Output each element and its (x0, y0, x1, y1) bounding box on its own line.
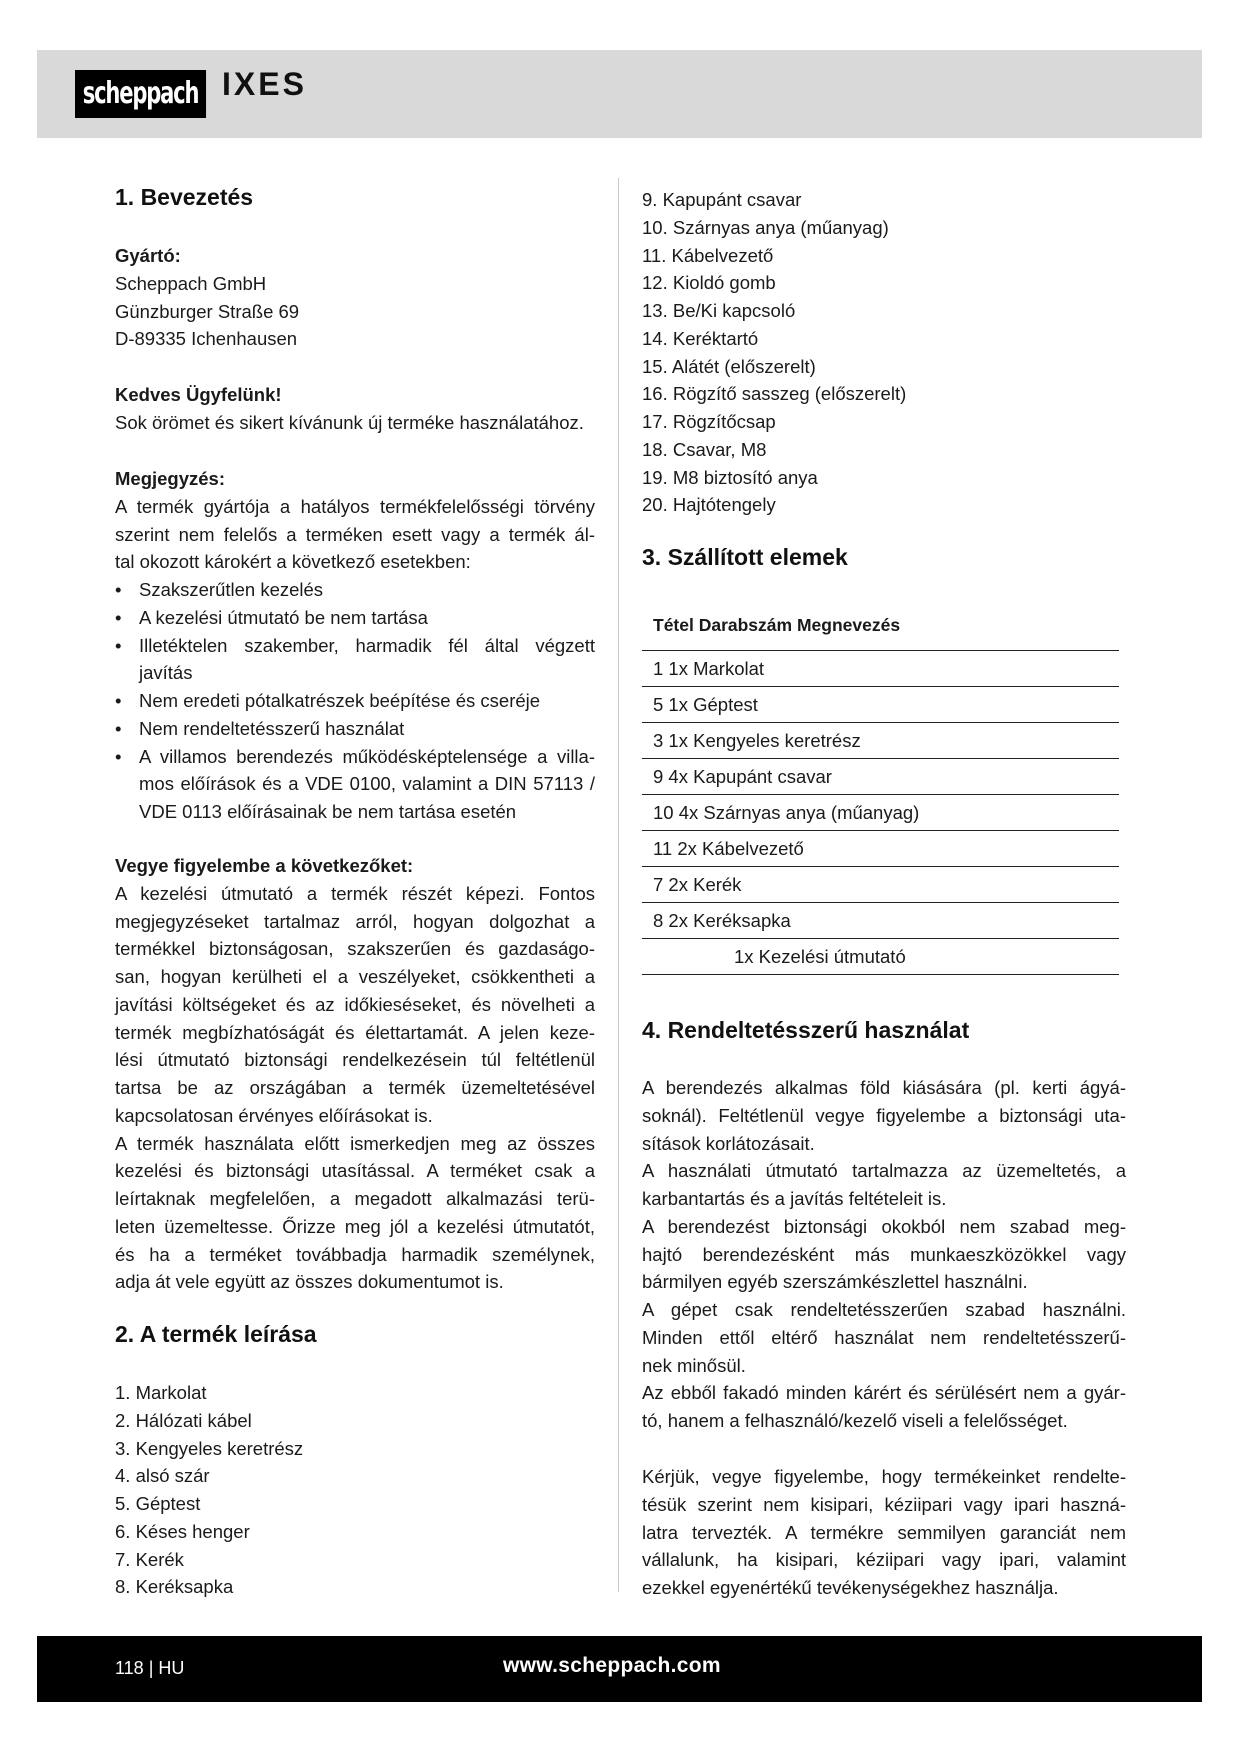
text-line: A használati útmutató tartalmazza az üzemeltetés, a (642, 1160, 1126, 1182)
table-cell: 8 2x Keréksapka (653, 910, 791, 931)
table-cell: 1x Kezelési útmutató (734, 946, 906, 967)
text-line: latra tervezték. A termékre semmilyen garanciát nem (642, 1521, 1126, 1543)
page-footer (37, 1636, 1202, 1702)
website-link[interactable]: www.scheppach.com (503, 1654, 721, 1677)
table-cell: 7 2x Kerék (653, 874, 742, 895)
bullet-item (115, 743, 595, 826)
section-title-delivered-items: 3. Szállított elemek (642, 544, 848, 570)
list-item: 4. alsó szár (115, 1465, 210, 1487)
warranty-paragraph (642, 1463, 1126, 1602)
text-line: Illetéktelen szakember, harmadik fél által végzett (139, 634, 595, 656)
text-line: Szakszerűtlen kezelés (139, 579, 324, 600)
list-item: 9. Kapupánt csavar (642, 189, 802, 210)
text-line: A villamos berendezés működésképtelensége a villa- (139, 745, 595, 767)
text-line: szerint nem felelős a terméken esett vagy a termék ál- (115, 523, 595, 545)
text-line: Minden ettől eltérő használat nem rendeltetésszerű- (642, 1326, 1126, 1348)
table-row (642, 759, 1119, 795)
greeting-text: Sok örömet és sikert kívánunk új terméke használatához. (115, 411, 584, 433)
table-row (642, 795, 1119, 831)
list-item: 10. Szárnyas anya (műanyag) (642, 216, 889, 238)
text-line: tésük szerint nem kisipari, kéziipari vagy ipari haszná- (642, 1493, 1126, 1515)
text-line: tal okozott károkért a következő esetekben: (115, 551, 471, 573)
table-row (642, 867, 1119, 903)
list-item: 5. Géptest (115, 1493, 201, 1514)
text-line: sítások korlátozásait. (642, 1132, 815, 1154)
bullet-item (115, 687, 595, 715)
ixes-brand-logo: IXES (222, 66, 307, 102)
text-line: leten üzemeltesse. Őrizze meg jól a kezelési útmutatót, (115, 1215, 595, 1237)
delivered-items-table (642, 611, 1119, 975)
usage-paragraphs (642, 1074, 1126, 1435)
text-line: tó, hanem a felhasználó/kezelő viseli a felelősséget. (642, 1410, 1068, 1431)
table-cell: 10 4x Szárnyas anya (műanyag) (653, 802, 920, 823)
text-line: vállalunk, ha kisipari, kéziipari vagy ipari, valamint (642, 1549, 1126, 1571)
page-number: 118 | HU (115, 1658, 185, 1678)
paragraph (642, 1296, 1126, 1379)
list-item: 13. Be/Ki kapcsoló (642, 300, 796, 321)
list-item: 16. Rögzítő sasszeg (előszerelt) (642, 383, 907, 405)
text-line: adja át vele együtt az összes dokumentumot is. (115, 1271, 504, 1293)
table-row (642, 723, 1119, 759)
text-line: leírtaknak megfelelően, a megadott alkalmazási terü- (115, 1188, 595, 1209)
text-line: Nem rendeltetésszerű használat (139, 717, 405, 739)
text-line: termékkel biztonságosan, szakszerűen és gazdaságo- (115, 938, 595, 960)
note-title: Megjegyzés: (115, 468, 226, 489)
text-line: A kezelési útmutató a termék részét képezi. Fontos (115, 882, 595, 904)
paragraph (115, 1130, 595, 1297)
list-item: 6. Késes henger (115, 1520, 250, 1542)
table-cell: 3 1x Kengyeles keretrész (653, 730, 861, 751)
list-item: 18. Csavar, M8 (642, 438, 767, 460)
list-item: 17. Rögzítőcsap (642, 411, 776, 432)
table-cell: 1 1x Markolat (653, 658, 765, 679)
bullet-icon: • (115, 634, 122, 656)
text-line: tartsa be az országában a termék üzemeltetésével (115, 1077, 595, 1098)
table-row (642, 687, 1119, 723)
list-item: 8. Keréksapka (115, 1576, 234, 1598)
text-line: Az ebből fakadó minden kárért és sérülésért nem a gyár- (642, 1382, 1126, 1404)
manufacturer-block (115, 242, 595, 353)
bullet-item (115, 632, 595, 688)
table-cell: 9 4x Kapupánt csavar (653, 766, 832, 787)
section-title-intended-use: 4. Rendeltetésszerű használat (642, 1017, 970, 1043)
text-line: A gépet csak rendeltetésszerűen szabad használni. (642, 1299, 1126, 1320)
table-header: Tétel Darabszám Megnevezés (642, 611, 1119, 651)
paragraph (642, 1157, 1126, 1213)
section-title-product-description: 2. A termék leírása (115, 1321, 317, 1347)
page-header (37, 50, 1202, 138)
section-title-introduction: 1. Bevezetés (115, 184, 254, 210)
list-item: 15. Alátét (előszerelt) (642, 355, 816, 377)
attention-title: Vegye figyelembe a következőket: (115, 855, 414, 876)
bullet-item (115, 576, 595, 604)
bullet-item (115, 604, 595, 632)
text-line: mos előírások és a VDE 0100, valamint a DIN 57113 / (139, 773, 595, 795)
text-line: soknál). Feltétlenül vegye figyelembe a biztonsági uta- (642, 1104, 1126, 1126)
bullet-icon: • (115, 690, 122, 711)
text-line: ezekkel egyenértékű tevékenységekhez használja. (642, 1577, 1059, 1598)
table-cell: 5 1x Géptest (653, 694, 758, 715)
table-cell: 11 2x Kábelvezető (653, 838, 804, 859)
note-text (115, 493, 595, 576)
text-line: hajtó berendezésként más munkaeszközökkel vagy (642, 1243, 1126, 1265)
text-line: A termék használata előtt ismerkedjen meg az összes (115, 1132, 595, 1154)
list-item: 1. Markolat (115, 1382, 207, 1403)
text-line: A kezelési útmutató be nem tartása (139, 606, 428, 628)
table-row (642, 651, 1119, 687)
text-line: Kérjük, vegye figyelembe, hogy termékeinket rendelte- (642, 1466, 1126, 1487)
text-line: karbantartás és a javítás feltételeit is. (642, 1188, 947, 1209)
attention-paragraphs (115, 880, 595, 1296)
list-item: 12. Kioldó gomb (642, 272, 776, 294)
list-item: Günzburger Straße 69 (115, 300, 300, 322)
scheppach-logo: scheppach (75, 70, 206, 118)
text-line: Nem eredeti pótalkatrészek beépítése és cseréje (139, 690, 541, 711)
attention-block (115, 852, 595, 1296)
paragraph (642, 1074, 1126, 1157)
list-item: Gyártó: (115, 245, 181, 266)
parts-list-b (642, 186, 1122, 519)
text-line: A termék gyártója a hatályos termékfelelősségi törvény (115, 495, 595, 517)
list-item: Scheppach GmbH (115, 272, 267, 294)
note-bullet-list (115, 576, 595, 826)
text-line: san, hogyan kerülheti el a veszélyeket, csökkentheti a (115, 966, 595, 987)
list-item: 20. Hajtótengely (642, 494, 776, 516)
list-item: 11. Kábelvezető (642, 244, 774, 266)
text-line: javítási költségeket és az időkieséseket, és növelheti a (115, 993, 595, 1015)
text-line: javítás (139, 662, 193, 684)
list-item: 2. Hálózati kábel (115, 1409, 252, 1431)
list-item: 19. M8 biztosító anya (642, 466, 818, 488)
table-row (642, 831, 1119, 867)
text-line: kezelési és biztonsági utasítással. A terméket csak a (115, 1160, 595, 1182)
list-item: 3. Kengyeles keretrész (115, 1437, 304, 1459)
column-divider (618, 178, 619, 1592)
list-item: 7. Kerék (115, 1548, 184, 1570)
paragraph (642, 1213, 1126, 1296)
list-item: D-89335 Ichenhausen (115, 328, 298, 350)
text-line: bármilyen egyéb szerszámkészlettel használni. (642, 1271, 1028, 1293)
note-block (115, 465, 595, 826)
text-line: A berendezést biztonsági okokból nem szabad meg- (642, 1215, 1126, 1237)
text-line: VDE 0113 előírásainak be nem tartása esetén (139, 801, 517, 822)
text-line: A berendezés alkalmas föld kiásására (pl. kerti ágyá- (642, 1077, 1126, 1098)
text-line: kapcsolatosan érvényes előírásokat is. (115, 1104, 433, 1126)
text-line: megjegyzéseket tartalmaz arról, hogyan dolgozhat a (115, 910, 595, 932)
text-line: termék megbízhatóságát és élettartamát. A jelen keze- (115, 1021, 595, 1043)
parts-list-a (115, 1379, 595, 1601)
bullet-icon: • (115, 745, 122, 767)
paragraph (115, 880, 595, 1130)
bullet-icon: • (115, 606, 122, 628)
text-line: lési útmutató biztonsági rendelkezésein túl feltétlenül (115, 1049, 595, 1071)
text-line: nek minősül. (642, 1354, 746, 1376)
bullet-icon: • (115, 717, 122, 739)
list-item: 14. Keréktartó (642, 327, 759, 349)
paragraph (642, 1379, 1126, 1435)
table-row (642, 939, 1119, 975)
greeting-block (115, 381, 595, 437)
bullet-icon: • (115, 579, 122, 600)
greeting-title: Kedves Ügyfelünk! (115, 384, 282, 405)
table-row (642, 903, 1119, 939)
text-line: és ha a terméket továbbadja harmadik személynek, (115, 1243, 595, 1265)
bullet-item (115, 715, 595, 743)
